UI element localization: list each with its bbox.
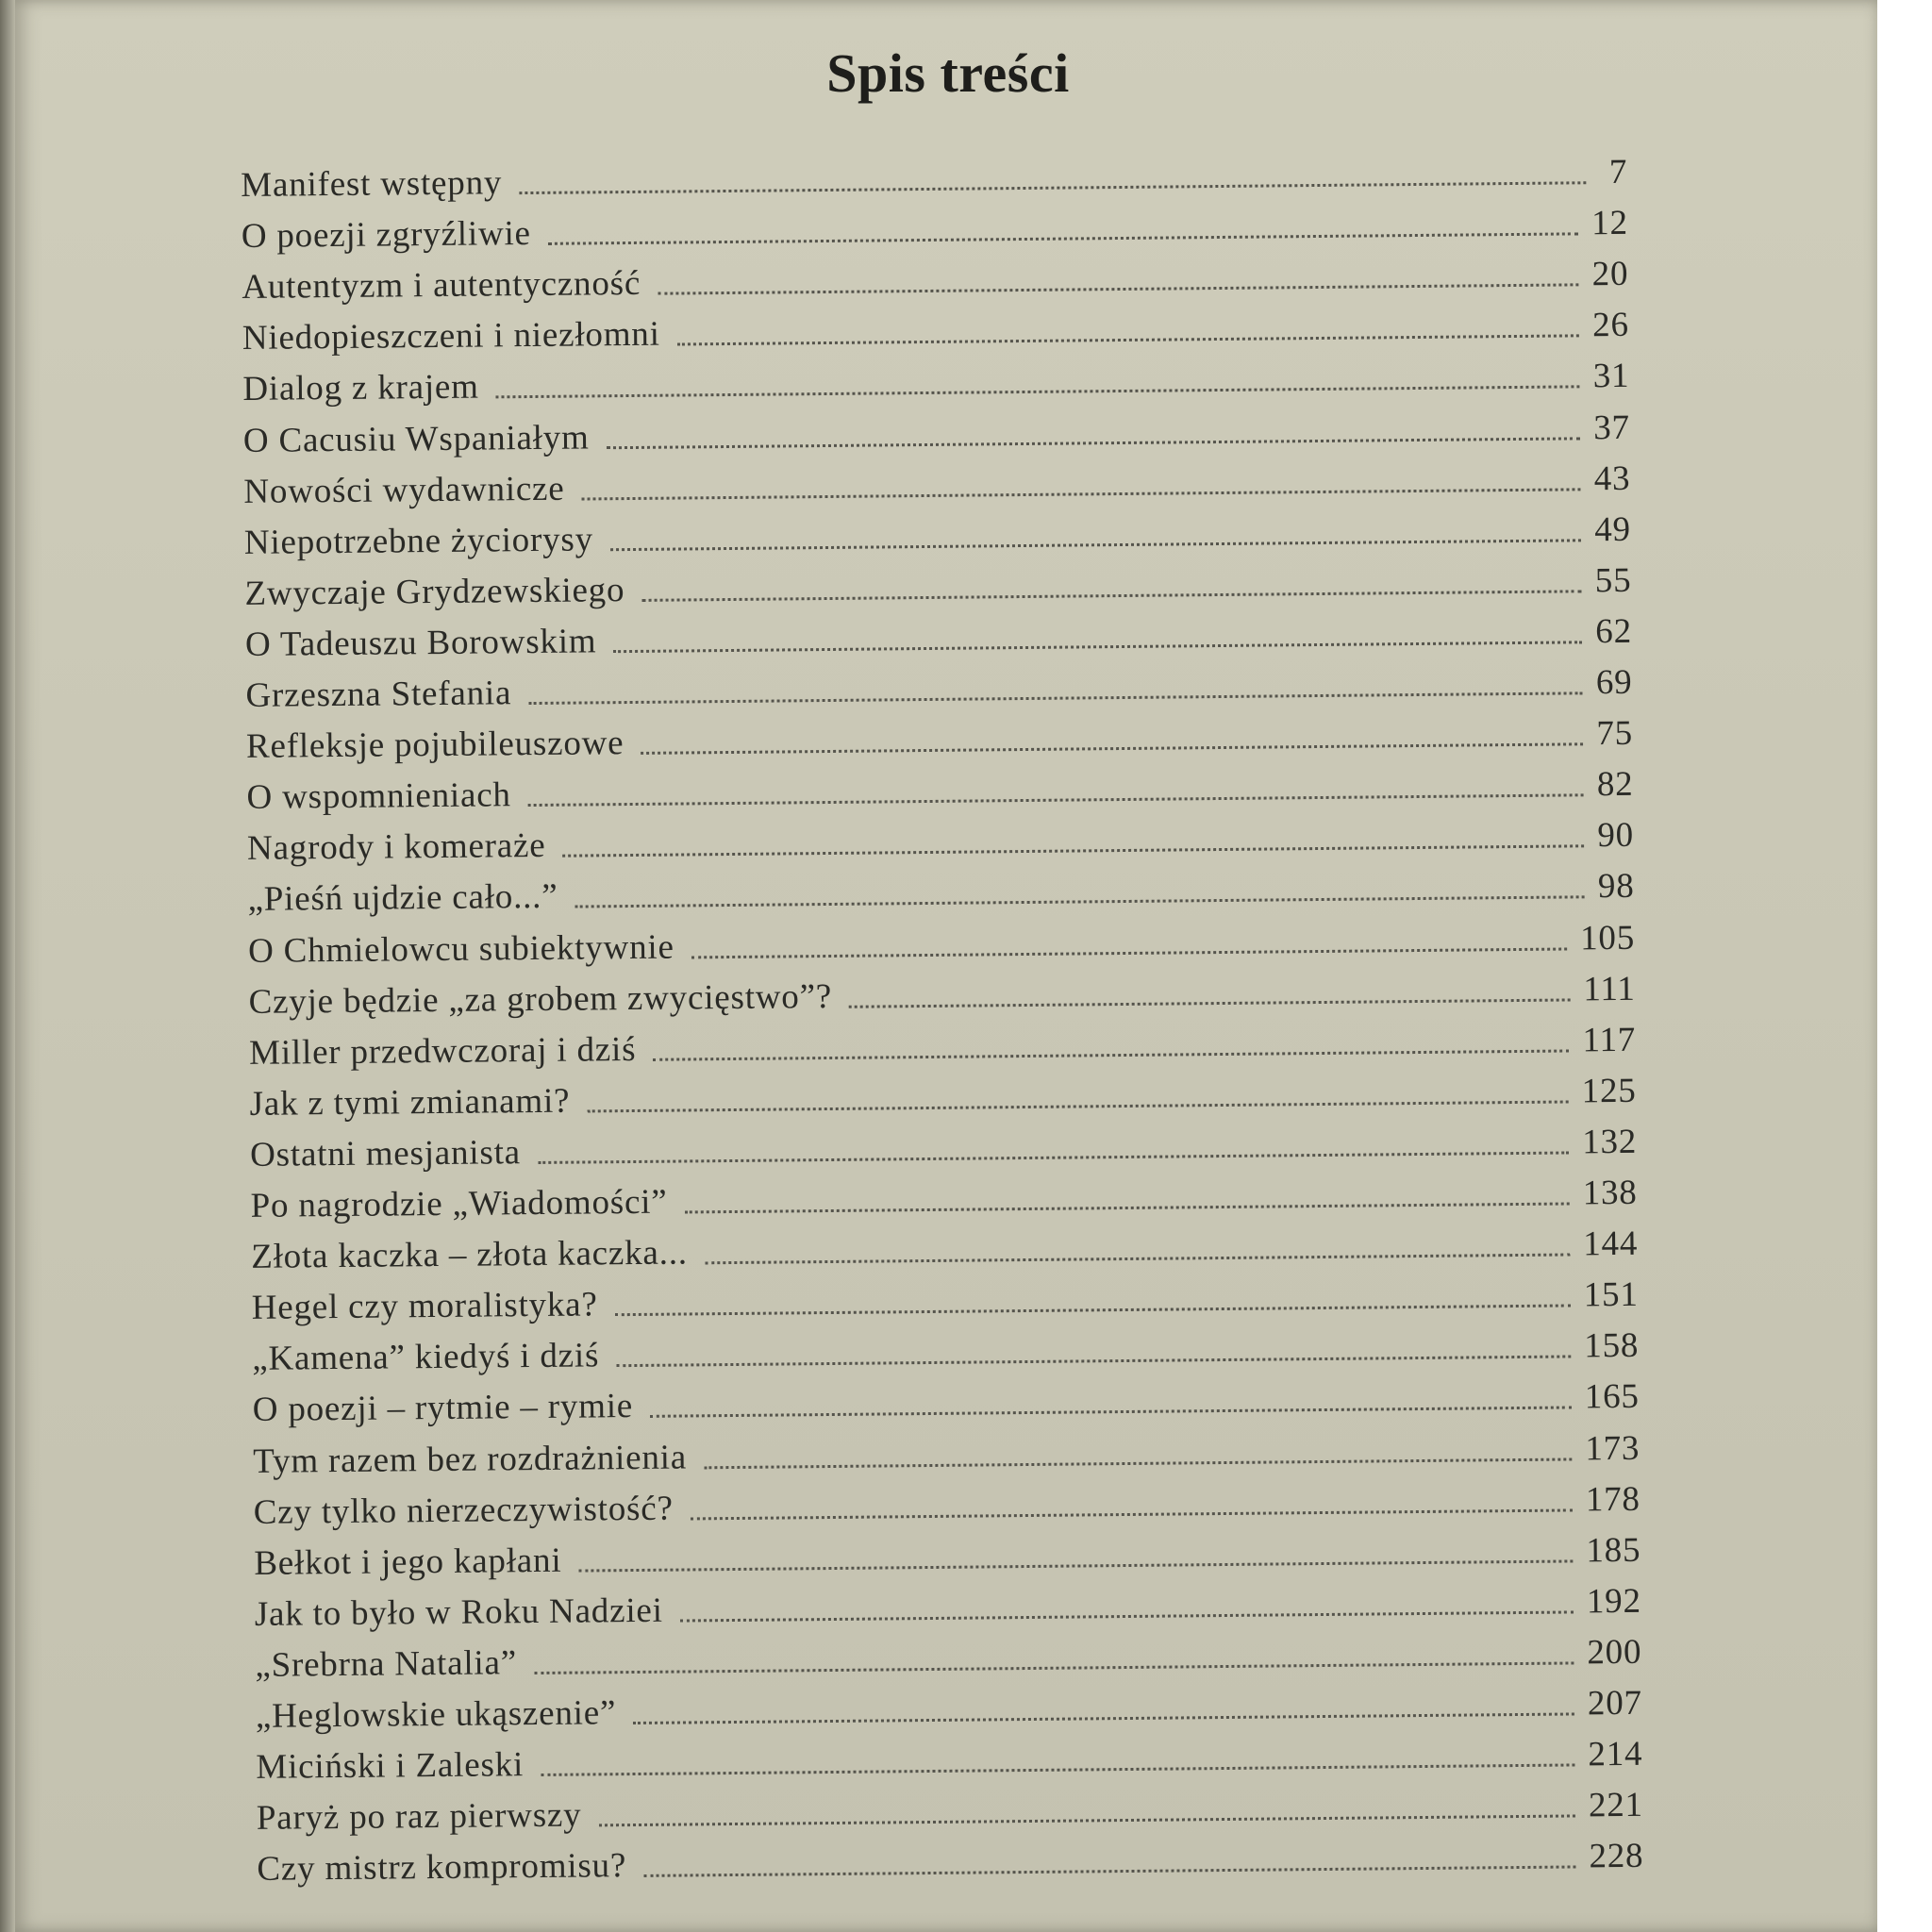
toc-page-number: 20 (1591, 255, 1629, 294)
toc-page-number: 117 (1582, 1020, 1637, 1060)
toc-page-number: 62 (1595, 611, 1633, 652)
toc-page-number: 151 (1583, 1274, 1639, 1315)
toc-entry-title: Miciński i Zaleski (256, 1745, 525, 1787)
toc-entry-title: O poezji – rytmie – rymie (252, 1387, 634, 1430)
toc-page-number: 185 (1586, 1530, 1641, 1571)
page-title: Spis treści (826, 42, 1070, 104)
toc-leader-dots (587, 1100, 1568, 1112)
toc-page-number: 7 (1608, 152, 1628, 192)
toc-leader-dots (677, 335, 1580, 346)
toc-entry-title: O Tadeuszu Borowskim (244, 622, 597, 664)
toc-leader-dots (641, 590, 1582, 602)
toc-leader-dots (528, 794, 1584, 808)
book-page (9, 0, 1877, 1932)
toc-page-number: 200 (1587, 1632, 1642, 1673)
page-gutter (0, 0, 15, 1932)
toc-leader-dots (563, 845, 1585, 858)
toc-entry-title: Złota kaczka – złota kaczka... (251, 1233, 689, 1276)
toc-entry-title: Refleksje pojubileuszowe (245, 724, 625, 767)
toc-leader-dots (613, 641, 1582, 653)
toc-entry-title: Czy tylko nierzeczywistość? (253, 1489, 674, 1532)
toc-page-number: 111 (1583, 969, 1636, 1008)
toc-leader-dots (548, 232, 1578, 244)
toc-leader-dots (691, 1508, 1573, 1520)
toc-page-number: 138 (1582, 1173, 1638, 1213)
toc-page-number: 125 (1581, 1071, 1637, 1111)
toc-entry-title: Czy mistrz kompromisu? (257, 1846, 627, 1890)
toc-entry-title: Dialog z krajem (242, 367, 479, 409)
toc-page-number: 75 (1596, 713, 1634, 754)
toc-leader-dots (633, 1712, 1574, 1724)
toc-page-number: 69 (1595, 662, 1633, 703)
toc-page-number: 82 (1596, 764, 1634, 805)
toc-leader-dots (691, 947, 1567, 958)
toc-leader-dots (519, 181, 1586, 194)
toc-entry-title: Po nagrodzie „Wiadomości” (250, 1182, 668, 1225)
toc-leader-dots (616, 1356, 1571, 1368)
toc-page-number: 207 (1587, 1683, 1643, 1724)
toc-entry-title: Nowości wydawnicze (243, 469, 565, 511)
toc-leader-dots (680, 1610, 1574, 1622)
toc-page-number: 173 (1585, 1428, 1641, 1468)
toc-entry-title: Manifest wstępny (241, 163, 503, 205)
toc-page-number: 158 (1584, 1326, 1640, 1366)
toc-entry-title: Jak to było w Roku Nadziei (254, 1591, 663, 1634)
toc-entry-title: Niedopieszczeni i niezłomni (242, 314, 660, 358)
toc-entry-title: Grzeszna Stefania (245, 674, 512, 715)
toc-entry-title: Czyje będzie „za grobem zwycięstwo”? (248, 976, 833, 1022)
toc-entry-title: Paryż po raz pierwszy (256, 1795, 582, 1839)
toc-leader-dots (685, 1202, 1570, 1213)
toc-entry-title: Nagrody i komeraże (246, 826, 546, 869)
toc-page-number: 132 (1582, 1122, 1638, 1162)
toc-page-number: 12 (1591, 203, 1628, 243)
toc-entry-title: O Chmielowcu subiektywnie (247, 927, 675, 971)
toc-entry-title: Hegel czy moralistyka? (251, 1285, 598, 1328)
toc-entry-title: O wspomnieniach (246, 775, 511, 818)
toc-page-number: 26 (1591, 306, 1629, 345)
toc-page-number: 98 (1597, 867, 1635, 907)
toc-page-number: 43 (1593, 458, 1631, 498)
toc-leader-dots (541, 1764, 1574, 1777)
toc-leader-dots (615, 1305, 1571, 1317)
toc-leader-dots (575, 896, 1585, 908)
toc-entry-title: O Cacusiu Wspaniałym (242, 417, 590, 460)
table-of-contents (9, 139, 1887, 1890)
toc-leader-dots (607, 437, 1581, 449)
toc-entry-title: Miller przedwczoraj i dziś (248, 1029, 637, 1073)
toc-page-number: 178 (1585, 1479, 1641, 1519)
toc-leader-dots (599, 1815, 1576, 1827)
toc-entry-title: Niepotrzebne życiorysy (243, 520, 594, 562)
toc-entry-title: Bełkot i jego kapłani (254, 1541, 562, 1583)
toc-leader-dots (582, 488, 1581, 500)
toc-page-number: 214 (1588, 1734, 1643, 1774)
toc-page-number: 49 (1594, 509, 1632, 549)
toc-page-number: 221 (1588, 1785, 1644, 1825)
toc-entry-title: „Kamena” kiedyś i dziś (252, 1336, 600, 1379)
toc-leader-dots (643, 1866, 1575, 1877)
toc-page-number: 105 (1579, 918, 1636, 958)
toc-leader-dots (538, 1151, 1569, 1163)
toc-entry-title: Ostatni mesjanista (249, 1133, 522, 1174)
toc-page-number: 228 (1589, 1837, 1644, 1876)
toc-page-number: 55 (1594, 560, 1632, 600)
toc-entry-title: Autentyzm i autentyczność (242, 264, 641, 308)
toc-leader-dots (658, 284, 1579, 295)
toc-leader-dots (704, 1457, 1572, 1469)
toc-page-number: 31 (1592, 357, 1630, 396)
toc-leader-dots (528, 691, 1583, 705)
toc-leader-dots (705, 1254, 1570, 1265)
toc-leader-dots (610, 539, 1581, 551)
toc-leader-dots (849, 998, 1570, 1008)
toc-entry-title: „Pieśń ujdzie cało...” (247, 877, 558, 920)
toc-entry-title: „Srebrna Natalia” (255, 1643, 518, 1685)
toc-leader-dots (534, 1661, 1574, 1674)
toc-entry-title: „Heglowskie ukąszenie” (255, 1693, 617, 1736)
toc-page-number: 37 (1593, 408, 1631, 447)
toc-page-number: 192 (1586, 1581, 1641, 1622)
toc-leader-dots (579, 1559, 1574, 1572)
toc-page-number: 90 (1597, 816, 1635, 856)
toc-leader-dots (650, 1407, 1572, 1418)
toc-leader-dots (641, 742, 1584, 755)
toc-entry-title: O poezji zgryźliwie (241, 214, 531, 257)
toc-page-number: 144 (1583, 1224, 1639, 1264)
toc-leader-dots (653, 1049, 1569, 1060)
toc-page-number: 165 (1584, 1377, 1640, 1417)
toc-leader-dots (496, 386, 1580, 399)
toc-entry-title: Tym razem bez rozdrażnienia (253, 1437, 688, 1481)
toc-entry-title: Jak z tymi zmianami? (249, 1081, 571, 1124)
toc-entry-title: Zwyczaje Grydzewskiego (244, 570, 625, 613)
